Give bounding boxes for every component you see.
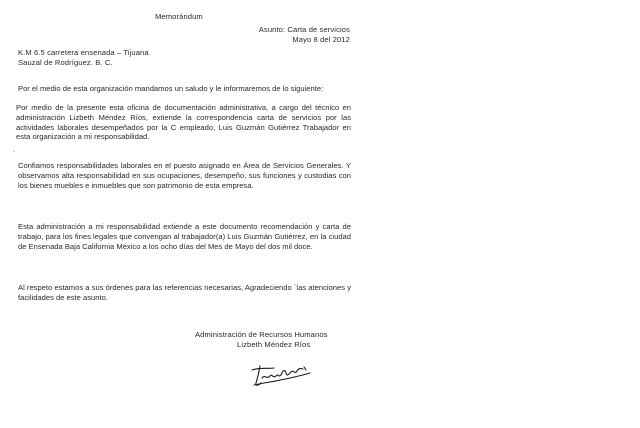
closing-paragraph: Al respeto estamos a sus órdenes para las referencias necesarias, Agradeciendo ´las atenciones y facilidades de este asunto. [18, 283, 351, 302]
handwritten-signature [246, 361, 316, 389]
signature-department: Administración de Recursos Humanos [195, 330, 328, 339]
memo-title: Memorándum [155, 12, 203, 21]
body-paragraph-3: Esta administración a mi responsabilidad extiende a este documento recomendación y carta de trabajo, para los fines legales que convengan al trabajador(a) Luis Guzmán Gutiérrez, en la ciudad de Ensenada Baja California México a los ocho días del Mes de Mayo del dos mil doce. [18, 222, 351, 251]
signature-name: Lizbeth Méndez Ríos [237, 340, 311, 349]
greeting-paragraph: Por el medio de esta organización mandamos un saludo y le informaremos de lo siguiente: [18, 84, 324, 93]
memo-subject: Asunto: Carta de servicios [258, 25, 350, 34]
memo-date: Mayo 8 del 2012 [292, 35, 350, 44]
stray-mark: . [13, 145, 16, 154]
address-line-2: Sauzal de Rodríguez. B. C. [18, 58, 113, 67]
body-paragraph-2: Confiamos responsabilidades laborales en el puesto asignado en Área de Servicios Generales. Y observamos alta responsabilidad en sus ocupaciones, desempeño, sus funciones y custodias con los bienes muebles e inmuebles que son patrimonio de esta empresa. [18, 161, 351, 190]
body-paragraph-1: Por medio de la presente esta oficina de documentación administrativa, a cargo del técnico en administración Lizbeth Méndez Ríos, extiende la correspondencia carta de servicios por las actividades laborales desempeñados por la C empleado, Luis Guzmán Gutiérrez Trabajador en esta organización a mi responsabilidad. [16, 103, 351, 142]
address-line-1: K.M 6.5 carretera ensenada – Tijuana [18, 48, 149, 57]
